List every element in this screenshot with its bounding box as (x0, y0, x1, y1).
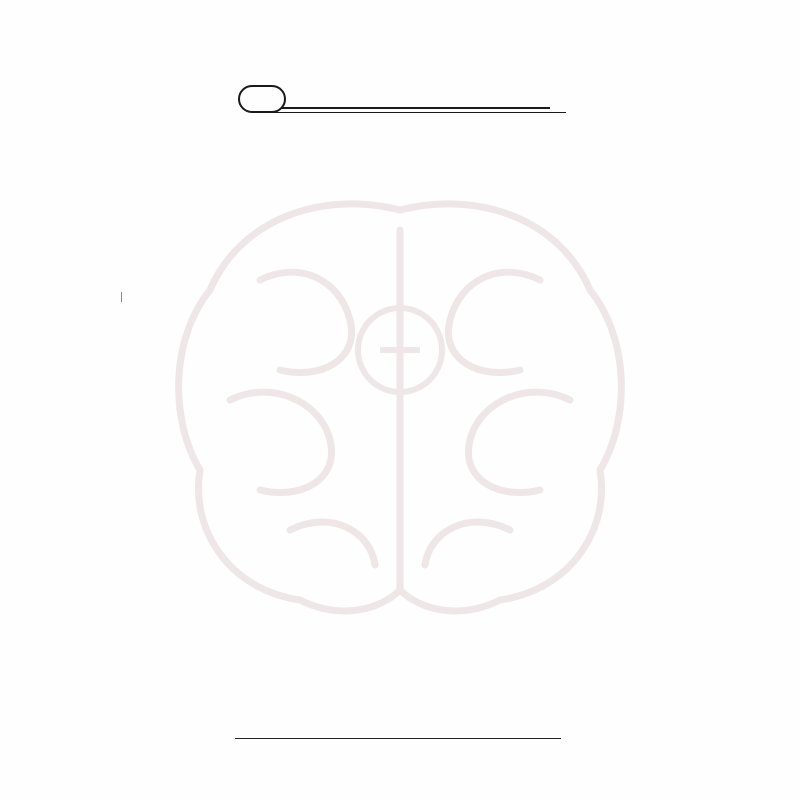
margin-mark (121, 292, 122, 302)
header-title (550, 83, 566, 109)
footer-rule (235, 738, 561, 739)
header-rule-thin (252, 112, 566, 113)
brain-watermark-icon (150, 170, 650, 640)
header-rule (252, 107, 566, 109)
running-header (238, 83, 566, 113)
page-number (238, 85, 286, 113)
